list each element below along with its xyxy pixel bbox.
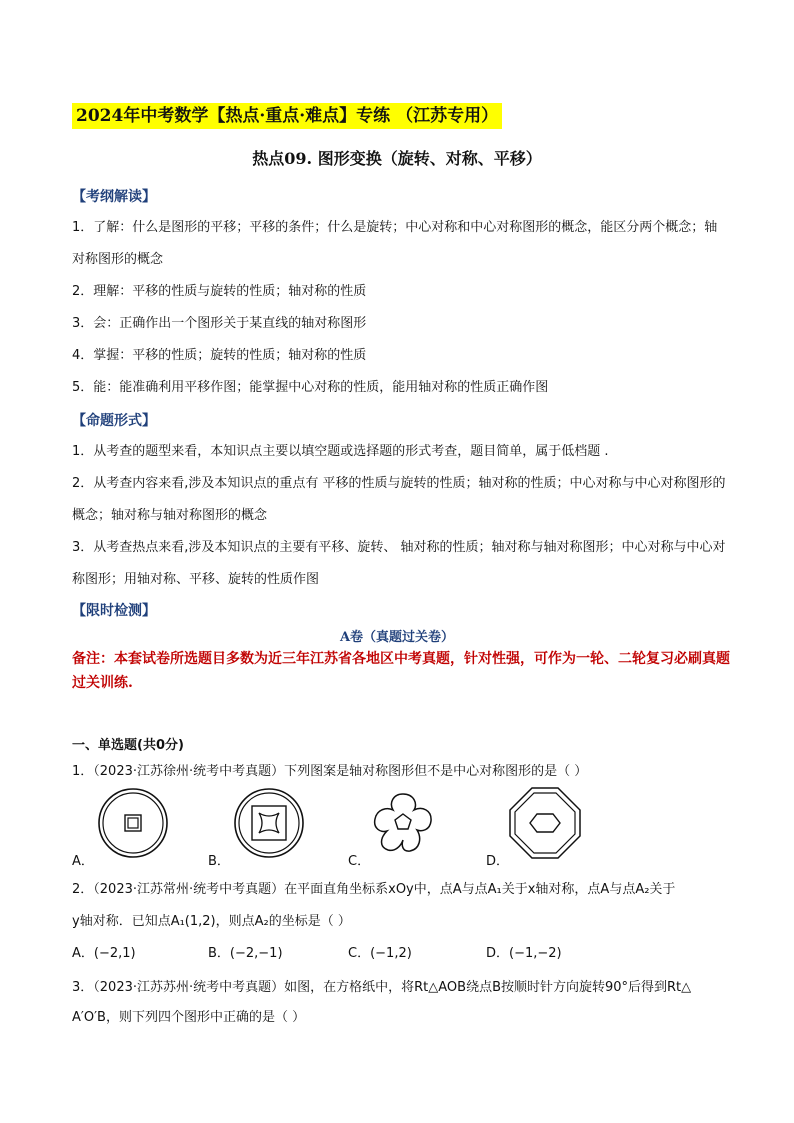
question-3-stem-line-1: 3．（2023·江苏苏州·统考中考真题）如图，在方格纸中，将Rt△AOB绕点B按顺时针方向旋转90°后得到Rt△ bbox=[72, 980, 692, 995]
section-heading-syllabus: 【考纲解读】 bbox=[72, 189, 156, 205]
question-1-stem: 1．（2023·江苏徐州·统考中考真题）下列图案是轴对称图形但不是中心对称图形的是（ ） bbox=[72, 764, 588, 779]
q2-option-b[interactable]: B．(−2,−1) bbox=[208, 946, 283, 961]
part-heading-single-choice: 一、单选题(共0分) bbox=[72, 738, 184, 753]
q1-option-b[interactable]: B． bbox=[208, 854, 230, 869]
q1-figure-a-square-hole-coin bbox=[96, 786, 170, 860]
exam-note: 备注：本套试卷所选题目多数为近三年江苏省各地区中考真题，针对性强，可作为一轮、二轮复习必刷真题过关训练. bbox=[72, 651, 730, 691]
syllabus-item-4: 4．掌握：平移的性质；旋转的性质；轴对称的性质 bbox=[72, 348, 367, 363]
question-2-stem-line-2: y轴对称．已知点A₁(1,2)，则点A₂的坐标是（ ） bbox=[72, 914, 351, 929]
question-format-list bbox=[72, 436, 727, 596]
paper-title: A卷（真题过关卷） bbox=[339, 630, 455, 645]
syllabus-item-5: 5．能：能准确利用平移作图；能掌握中心对称的性质，能用轴对称的性质正确作图 bbox=[72, 380, 549, 395]
format-item-3: 3．从考查热点来看,涉及本知识点的主要有平移、旋转、 轴对称的性质；轴对称与轴对称图形；中心对称与中心对称图形；用轴对称、平移、旋转的性质作图 bbox=[72, 540, 726, 587]
section-heading-question-format: 【命题形式】 bbox=[72, 413, 156, 429]
section-heading-timed-test: 【限时检测】 bbox=[72, 603, 156, 619]
syllabus-list bbox=[72, 212, 727, 404]
q1-option-c[interactable]: C． bbox=[348, 854, 371, 869]
q2-option-c[interactable]: C．(−1,2) bbox=[348, 946, 412, 961]
q1-option-d[interactable]: D． bbox=[486, 854, 510, 869]
format-item-2: 2．从考查内容来看,涉及本知识点的重点有 平移的性质与旋转的性质；轴对称的性质；中心对称与中心对称图形的概念；轴对称与轴对称图形的概念 bbox=[72, 476, 726, 523]
q1-figure-b-ancient-coin bbox=[232, 786, 306, 860]
syllabus-item-3: 3．会：正确作出一个图形关于某直线的轴对称图形 bbox=[72, 316, 367, 331]
q1-figure-c-flower bbox=[368, 788, 438, 858]
q2-option-a[interactable]: A．(−2,1) bbox=[72, 946, 136, 961]
document-banner-title: 2024年中考数学【热点·重点·难点】专练 （江苏专用） bbox=[72, 103, 502, 129]
topic-subtitle: 热点09. 图形变换（旋转、对称、平移） bbox=[252, 149, 542, 168]
question-3-stem-line-2: A′O′B，则下列四个图形中正确的是（ ） bbox=[72, 1010, 306, 1025]
q2-option-d[interactable]: D．(−1,−2) bbox=[486, 946, 562, 961]
syllabus-item-2: 2．理解：平移的性质与旋转的性质；轴对称的性质 bbox=[72, 284, 367, 299]
format-item-1: 1．从考查的题型来看，本知识点主要以填空题或选择题的形式考查，题目简单，属于低档题 . bbox=[72, 444, 609, 459]
syllabus-item-1: 1．了解：什么是图形的平移；平移的条件；什么是旋转；中心对称和中心对称图形的概念，能区分两个概念；轴对称图形的概念 bbox=[72, 220, 718, 267]
q1-option-a[interactable]: A． bbox=[72, 854, 94, 869]
question-2-stem-line-1: 2．（2023·江苏常州·统考中考真题）在平面直角坐标系xOy中，点A与点A₁关于x轴对称，点A与点A₂关于 bbox=[72, 882, 676, 897]
q1-figure-d-octagon bbox=[506, 784, 584, 862]
